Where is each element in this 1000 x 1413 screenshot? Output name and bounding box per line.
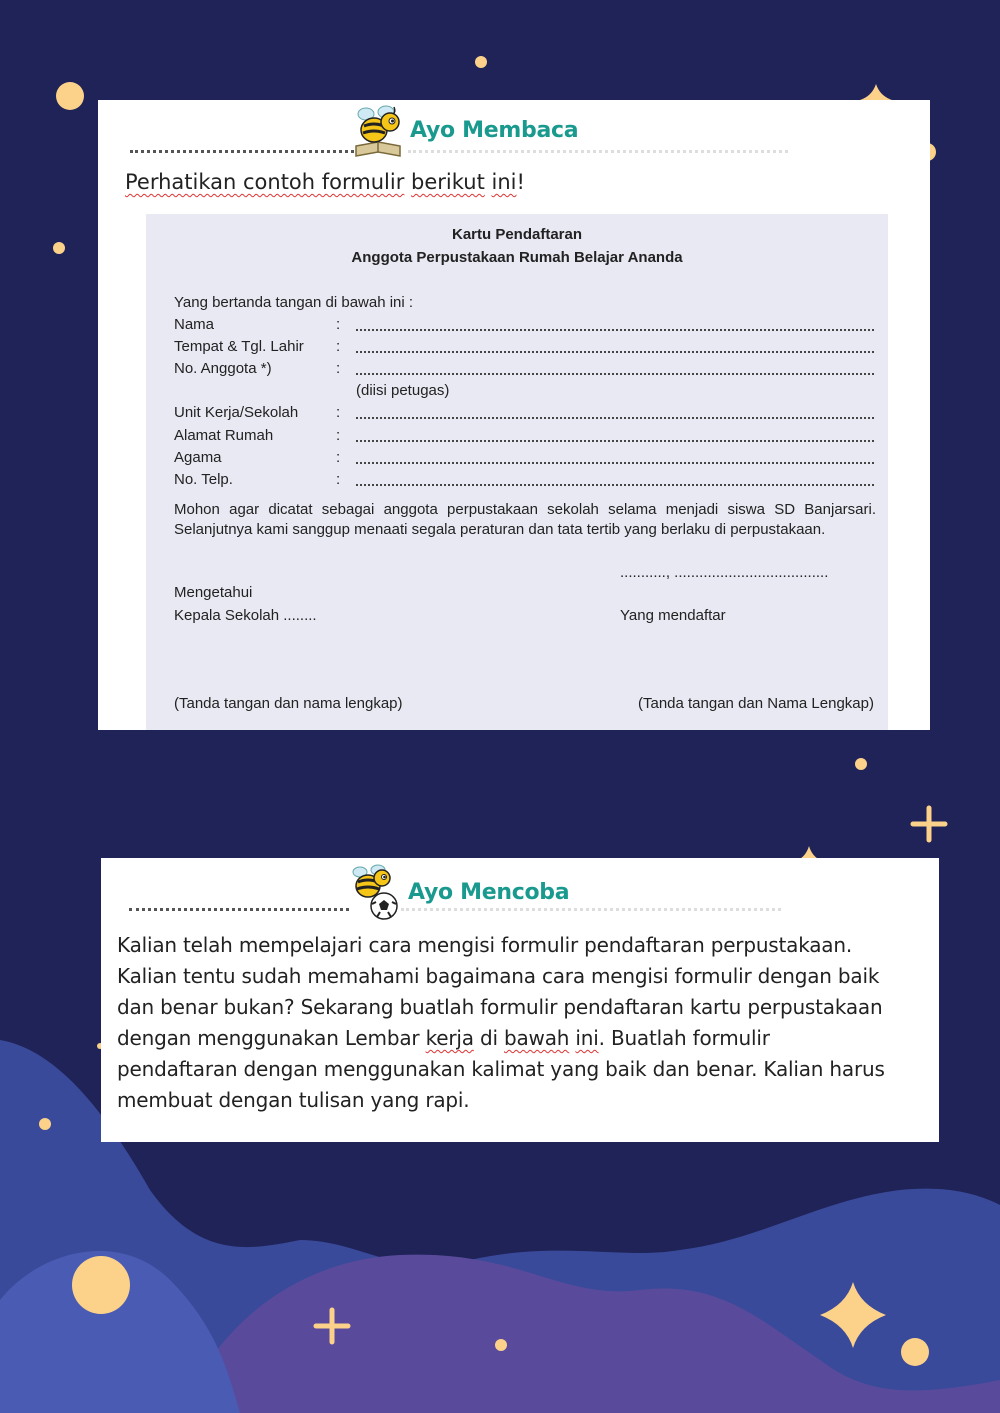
signature-left: (Tanda tangan dan nama lengkap) xyxy=(174,695,403,712)
decor-dot xyxy=(495,1339,507,1351)
form-field-row xyxy=(174,471,876,491)
instruction-part: berikut xyxy=(411,170,485,194)
signature-right: (Tanda tangan dan Nama Lengkap) xyxy=(637,695,874,712)
plus-sparkle-icon xyxy=(913,808,945,840)
field-label: No. Telp. xyxy=(174,471,233,488)
form-field-row xyxy=(174,449,876,469)
instruction-text xyxy=(125,170,525,194)
field-colon: : xyxy=(336,427,341,444)
form-title: Kartu Pendaftaran xyxy=(451,226,583,243)
task-line-part: ini xyxy=(575,1026,599,1050)
field-fill-line xyxy=(356,329,874,331)
task-line: membuat dengan tulisan yang rapi. xyxy=(117,1088,470,1112)
field-fill-line xyxy=(356,462,874,464)
form-field-row xyxy=(174,427,876,447)
field-note: (diisi petugas) xyxy=(356,382,450,399)
field-colon: : xyxy=(336,404,341,421)
task-line xyxy=(117,1023,927,1054)
decor-dot xyxy=(72,1256,130,1314)
form-intro: Yang bertanda tangan di bawah ini : xyxy=(174,294,414,311)
field-label: Nama xyxy=(174,316,215,333)
section-header xyxy=(346,864,569,920)
field-colon: : xyxy=(336,471,341,488)
form-subtitle: Anggota Perpustakaan Rumah Belajar Ananda xyxy=(351,249,683,266)
decor-dot xyxy=(855,758,867,770)
field-label: Agama xyxy=(174,449,222,466)
task-instructions xyxy=(117,930,927,1116)
date-place-line: ..........., ..................................... xyxy=(620,564,829,581)
section-header xyxy=(348,102,578,158)
field-colon: : xyxy=(336,360,341,377)
field-fill-line xyxy=(356,417,874,419)
task-line: dan benar bukan? Sekarang buatlah formulir pendaftaran kartu perpustakaan xyxy=(117,995,883,1019)
form-field-row xyxy=(174,360,876,380)
field-fill-line xyxy=(356,440,874,442)
section-title: Ayo Mencoba xyxy=(408,879,570,905)
field-fill-line xyxy=(356,484,874,486)
acknowledged-label: Mengetahui xyxy=(174,584,253,601)
task-line-part: dengan menggunakan Lembar xyxy=(117,1026,420,1050)
field-label: Tempat & Tgl. Lahir xyxy=(174,338,304,355)
instruction-part: Perhatikan contoh formulir xyxy=(125,170,405,194)
decor-dot xyxy=(39,1118,51,1130)
task-line-part: bawah xyxy=(504,1026,570,1050)
field-label: Unit Kerja/Sekolah xyxy=(174,404,299,421)
task-line: Kalian telah mempelajari cara mengisi formulir pendaftaran perpustakaan. xyxy=(117,933,852,957)
task-line: pendaftaran dengan menggunakan kalimat yang baik dan benar. Kalian harus xyxy=(117,1057,885,1081)
form-field-row xyxy=(174,404,876,424)
field-fill-line xyxy=(356,351,874,353)
field-label: Alamat Rumah xyxy=(174,427,274,444)
field-colon: : xyxy=(336,338,341,355)
dotted-divider xyxy=(130,150,354,153)
task-line-part: di xyxy=(479,1026,498,1050)
decor-dot xyxy=(56,82,84,110)
instruction-part: ! xyxy=(516,170,525,194)
field-fill-line xyxy=(356,373,874,375)
form-field-row xyxy=(174,316,876,336)
decor-dot xyxy=(53,242,65,254)
principal-label: Kepala Sekolah ........ xyxy=(174,607,317,624)
section-title: Ayo Membaca xyxy=(410,117,579,143)
task-line-part: . Buatlah formulir xyxy=(598,1026,770,1050)
reading-card xyxy=(98,100,930,730)
field-colon: : xyxy=(336,316,341,333)
decor-dot xyxy=(901,1338,929,1366)
task-line-part: kerja xyxy=(425,1026,474,1050)
form-field-row xyxy=(174,338,876,358)
bee-reading-icon xyxy=(348,102,408,158)
task-line: Kalian tentu sudah memahami bagaimana cara mengisi formulir dengan baik xyxy=(117,964,880,988)
registration-form-example xyxy=(146,214,888,730)
try-card xyxy=(101,858,939,1142)
form-paragraph: Mohon agar dicatat sebagai anggota perpustakaan sekolah selama menjadi siswa SD Banjarsari. Selanjutnya kami sanggup menaati segala peraturan dan tata tertib yang berlaku di perpustakaan. xyxy=(174,501,876,538)
field-label: No. Anggota *) xyxy=(174,360,272,377)
instruction-part: ini xyxy=(491,170,517,194)
dotted-divider xyxy=(129,908,349,911)
bee-soccer-icon xyxy=(346,864,406,920)
decor-dot xyxy=(475,56,487,68)
field-colon: : xyxy=(336,449,341,466)
registrant-label: Yang mendaftar xyxy=(620,607,726,624)
